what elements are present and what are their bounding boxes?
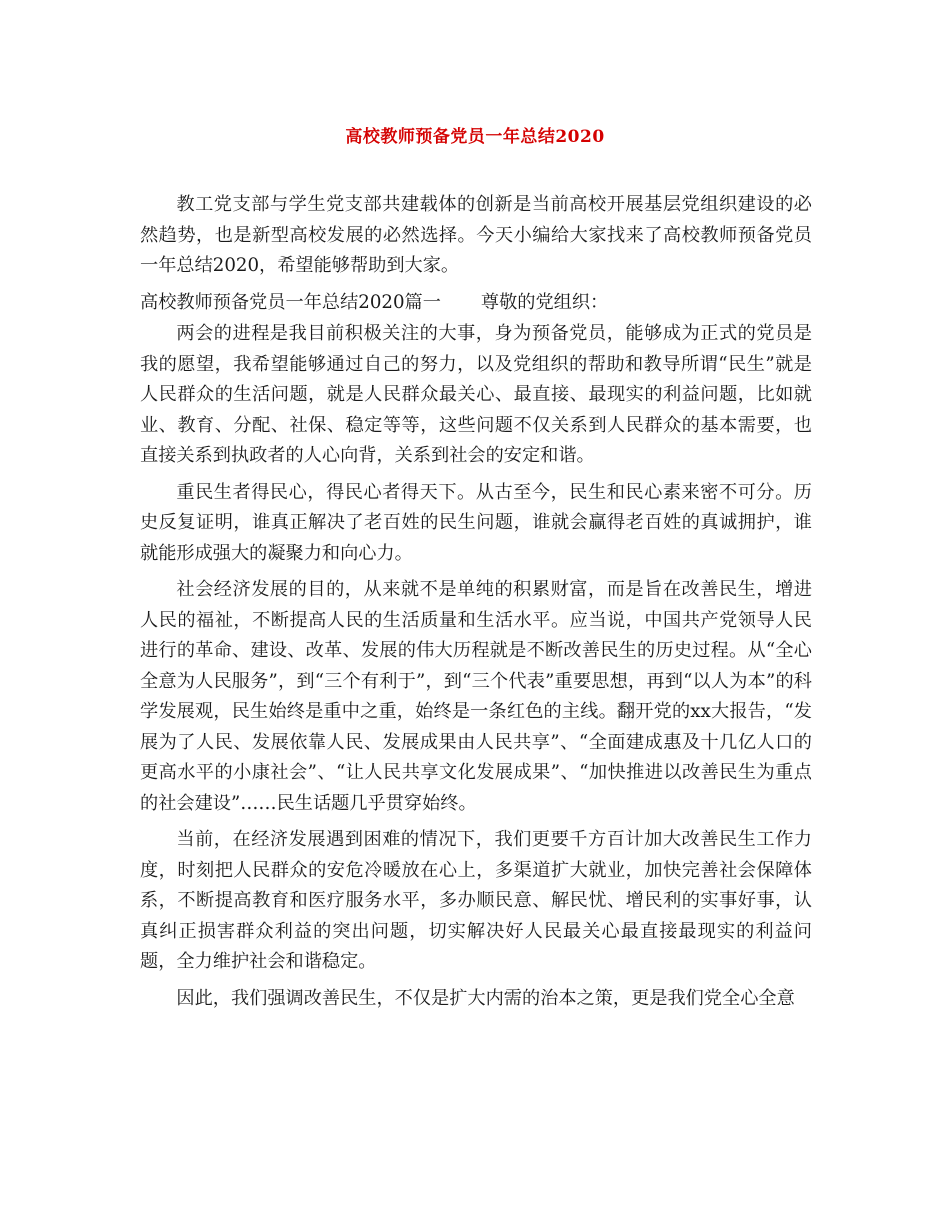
salutation: 尊敬的党组织： xyxy=(480,291,609,313)
section-heading: 高校教师预备党员一年总结2020篇一 xyxy=(140,291,441,313)
body-paragraph-2: 重民生者得民心，得民心者得天下。从古至今，民生和民心素来密不可分。历史反复证明，谁真正解决了老百姓的民生问题，谁就会赢得老百姓的真诚拥护，谁就能形成强大的凝聚力和向心力。 xyxy=(140,481,812,564)
body-paragraph-5: 因此，我们强调改善民生，不仅是扩大内需的治本之策，更是我们党全心全意 xyxy=(176,987,795,1009)
body-paragraph-4: 当前，在经济发展遇到困难的情况下，我们更要千方百计加大改善民生工作力度，时刻把人民群众的安危冷暖放在心上，多渠道扩大就业，加快完善社会保障体系，不断提高教育和医疗服务水平，多办顺民意、解民忧、增民利的实事好事，认真纠正损害群众利益的突出问题，切实解决好人民最关心最直接最现实的利益问题，全力维护社会和谐稳定。 xyxy=(140,829,812,972)
body-paragraph-3: 社会经济发展的目的，从来就不是单纯的积累财富，而是旨在改善民生，增进人民的福祉，不断提高人民的生活质量和生活水平。应当说，中国共产党领导人民进行的革命、建设、改革、发展的伟大历程就是不断改善民生的历史过程。从“全心全意为人民服务”，到“三个有利于”，到“三个代表”重要思想，再到“以人为本”的科学发展观，民生始终是重中之重，始终是一条红色的主线。翻开党的xx大报告，“发展为了人民、发展依靠人民、发展成果由人民共享”、“全面建成惠及十几亿人口的更高水平的小康社会”、“让人民共享文化发展成果”、“加快推进以改善民生为重点的社会建设”……民生话题几乎贯穿始终。 xyxy=(140,579,812,814)
body-paragraph-1: 两会的进程是我目前积极关注的大事，身为预备党员，能够成为正式的党员是我的愿望，我希望能够通过自己的努力，以及党组织的帮助和教导所谓“民生”就是人民群众的生活问题，就是人民群众最关心、最直接、最现实的利益问题，比如就业、教育、分配、社保、稳定等等，这些问题不仅关系到人民群众的基本需要，也直接关系到执政者的人心向背，关系到社会的安定和谐。 xyxy=(140,323,812,466)
document-title: 高校教师预备党员一年总结2020 xyxy=(345,127,605,147)
document-body xyxy=(140,190,812,1020)
intro-paragraph: 教工党支部与学生党支部共建载体的创新是当前高校开展基层党组织建设的必然趋势，也是新型高校发展的必然选择。今天小编给大家找来了高校教师预备党员一年总结2020，希望能够帮助到大家。 xyxy=(140,194,812,276)
section-heading-line xyxy=(140,288,812,319)
